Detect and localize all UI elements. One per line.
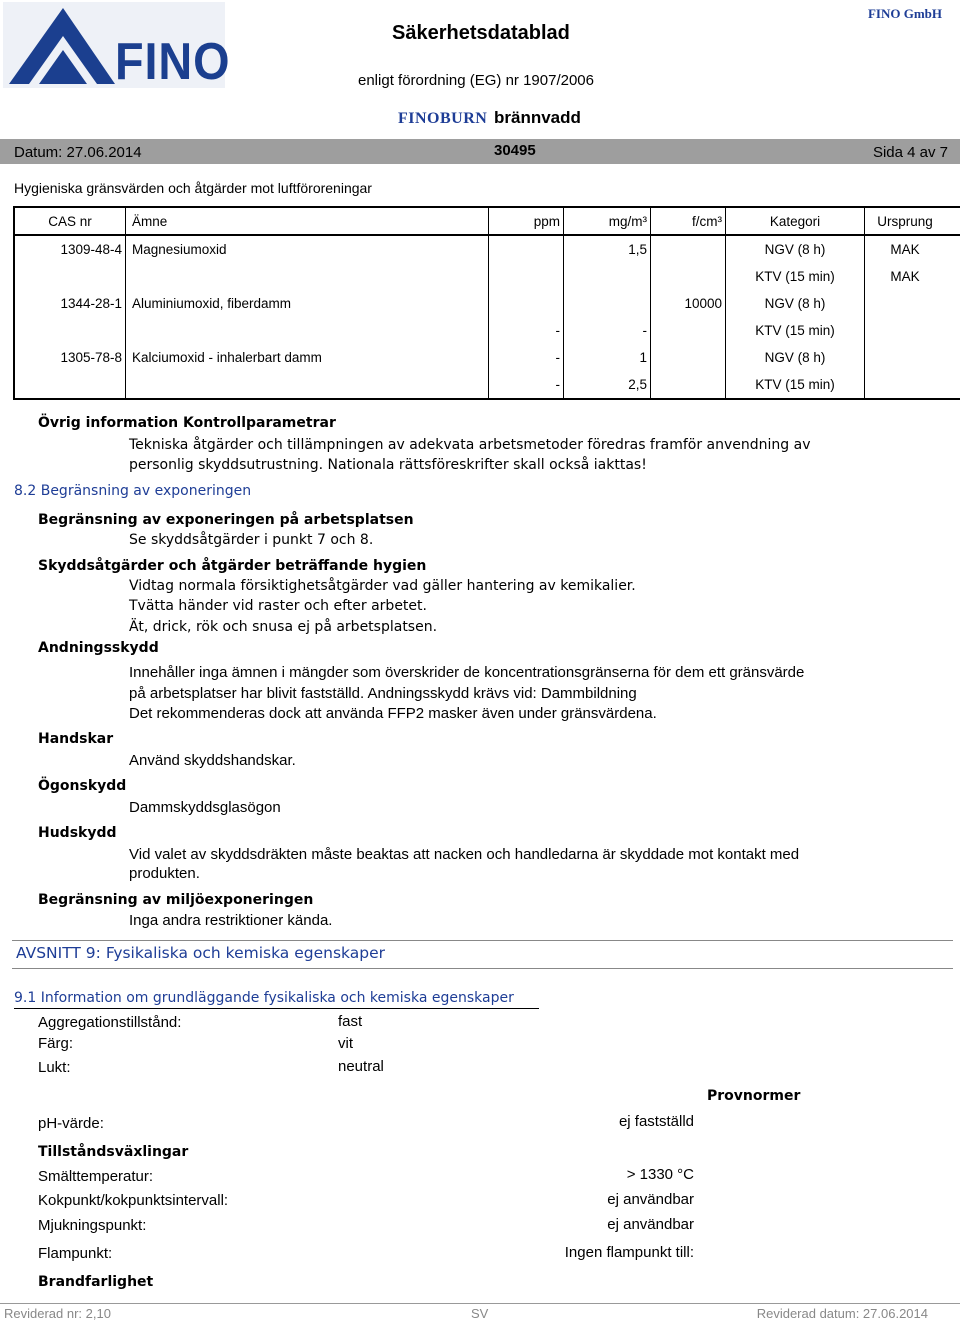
property-label: Lukt: [38, 1059, 71, 1076]
table-cell [126, 317, 489, 344]
section-title: Hygieniska gränsvärden och åtgärder mot luftföroreningar [14, 180, 372, 196]
document-title: Säkerhetsdatablad [392, 22, 570, 45]
skin-protection-heading: Hudskydd [38, 825, 117, 841]
property-value: ej användbar [607, 1216, 694, 1233]
respiratory-text: på arbetsplatser har blivit fastställd. Andningsskydd krävs vid: Dammbildning [129, 685, 637, 702]
table-cell [564, 263, 651, 290]
eye-protection-heading: Ögonskydd [38, 778, 126, 794]
footer-language: SV [471, 1306, 488, 1321]
property-label: Färg: [38, 1035, 73, 1052]
table-cell [126, 263, 489, 290]
table-row [14, 344, 960, 371]
column-header: Kategori [726, 207, 865, 235]
environment-heading: Begränsning av miljöexponeringen [38, 892, 313, 908]
table-cell: MAK [865, 263, 960, 290]
table-cell [564, 290, 651, 317]
section-9-1-heading: 9.1 Information om grundläggande fysikaliska och kemiska egenskaper [14, 990, 514, 1006]
flammability-heading: Brandfarlighet [38, 1274, 153, 1290]
workplace-heading: Begränsning av exponeringen på arbetsplatsen [38, 512, 414, 528]
property-value: Ingen flampunkt till: [565, 1244, 694, 1261]
table-cell [865, 317, 960, 344]
table-cell [865, 290, 960, 317]
table-cell [651, 317, 726, 344]
respiratory-text: Det rekommenderas dock att använda FFP2 masker även under gränsvärdena. [129, 705, 657, 722]
table-row [14, 235, 960, 263]
environment-text: Inga andra restriktioner kända. [129, 912, 332, 929]
table-cell: KTV (15 min) [726, 263, 865, 290]
section-9-title: AVSNITT 9: Fysikaliska och kemiska egenskaper [16, 944, 385, 962]
transitions-heading: Tillståndsväxlingar [38, 1144, 188, 1160]
skin-protection-text: Vid valet av skyddsdräkten måste beaktas att nacken och handledarna är skyddade mot kontakt med [129, 846, 799, 863]
table-cell: 1305-78-8 [14, 344, 126, 371]
property-label: Mjukningspunkt: [38, 1217, 146, 1234]
table-cell [865, 344, 960, 371]
page-number: Sida 4 av 7 [873, 144, 948, 161]
table-row [14, 290, 960, 317]
table-cell: 1309-48-4 [14, 235, 126, 263]
column-header: f/cm³ [651, 207, 726, 235]
table-cell [651, 235, 726, 263]
table-cell: 1344-28-1 [14, 290, 126, 317]
property-label: Kokpunkt/kokpunktsintervall: [38, 1192, 228, 1209]
table-cell [489, 235, 564, 263]
table-cell [651, 263, 726, 290]
property-value: ej användbar [607, 1191, 694, 1208]
product-brand: FINOBURN [398, 110, 487, 128]
table-cell: Aluminiumoxid, fiberdamm [126, 290, 489, 317]
column-header: Ursprung [865, 207, 960, 235]
gloves-heading: Handskar [38, 731, 113, 747]
hygiene-heading: Skyddsåtgärder och åtgärder beträffande hygien [38, 558, 426, 574]
other-info-heading: Övrig information Kontrollparametrar [38, 415, 336, 431]
property-label: pH-värde: [38, 1115, 104, 1132]
document-date: Datum: 27.06.2014 [14, 144, 142, 161]
workplace-text: Se skyddsåtgärder i punkt 7 och 8. [129, 532, 373, 548]
table-cell: KTV (15 min) [726, 317, 865, 344]
table-cell [651, 344, 726, 371]
table-row [14, 263, 960, 290]
table-row [14, 371, 960, 399]
product-number: 30495 [494, 142, 536, 159]
property-value: ej fastställd [619, 1113, 694, 1130]
table-header-row [14, 207, 960, 235]
eye-protection-text: Dammskyddsglasögon [129, 799, 281, 816]
table-cell: - [489, 371, 564, 399]
table-cell [126, 371, 489, 399]
hygiene-text: Tvätta händer vid raster och efter arbetet. [129, 598, 427, 614]
footer-revision: Reviderad nr: 2,10 [4, 1306, 111, 1321]
column-header: mg/m³ [564, 207, 651, 235]
table-cell [865, 371, 960, 399]
respiratory-heading: Andningsskydd [38, 640, 159, 656]
table-cell: NGV (8 h) [726, 344, 865, 371]
table-cell: MAK [865, 235, 960, 263]
table-cell: - [489, 344, 564, 371]
property-label: Flampunkt: [38, 1245, 112, 1262]
header-bar [0, 139, 960, 164]
table-cell [14, 371, 126, 399]
property-label: Aggregationstillstånd: [38, 1014, 181, 1031]
table-cell [14, 317, 126, 344]
table-cell: KTV (15 min) [726, 371, 865, 399]
column-header: CAS nr [14, 207, 126, 235]
table-cell: NGV (8 h) [726, 290, 865, 317]
table-cell [14, 263, 126, 290]
table-row [14, 317, 960, 344]
table-cell: NGV (8 h) [726, 235, 865, 263]
regulation-text: enligt förordning (EG) nr 1907/2006 [358, 72, 594, 89]
footer-divider [0, 1303, 960, 1304]
table-cell: 1,5 [564, 235, 651, 263]
logo-text: FINO [115, 32, 230, 92]
column-header: ppm [489, 207, 564, 235]
table-cell: 10000 [651, 290, 726, 317]
property-value: > 1330 °C [627, 1166, 694, 1183]
table-cell: Kalciumoxid - inhalerbart damm [126, 344, 489, 371]
table-cell [489, 290, 564, 317]
skin-protection-text: produkten. [129, 865, 200, 882]
table-cell: 1 [564, 344, 651, 371]
company-logo [3, 2, 225, 88]
table-cell: - [489, 317, 564, 344]
table-cell: - [564, 317, 651, 344]
hygiene-text: Vidtag normala försiktighetsåtgärder vad gäller hantering av kemikalier. [129, 578, 636, 594]
company-name: FINO GmbH [868, 6, 942, 22]
footer-revision-date: Reviderad datum: 27.06.2014 [757, 1306, 928, 1321]
property-value: vit [338, 1035, 353, 1052]
gloves-text: Använd skyddshandskar. [129, 752, 296, 769]
table-cell [651, 371, 726, 399]
column-header: Ämne [126, 207, 489, 235]
property-value: fast [338, 1013, 362, 1030]
section-8-2-heading: 8.2 Begränsning av exponeringen [14, 483, 251, 499]
exposure-limits-table [13, 206, 960, 400]
table-cell: Magnesiumoxid [126, 235, 489, 263]
table-cell: 2,5 [564, 371, 651, 399]
property-label: Smälttemperatur: [38, 1168, 153, 1185]
other-info-text: personlig skyddsutrustning. Nationala rättsföreskrifter skall också iakttas! [129, 457, 647, 473]
table-cell [489, 263, 564, 290]
respiratory-text: Innehåller inga ämnen i mängder som överskrider de koncentrationsgränserna för dem ett gränsvärde [129, 664, 804, 681]
hygiene-text: Ät, drick, rök och snusa ej på arbetsplatsen. [129, 619, 437, 635]
other-info-text: Tekniska åtgärder och tillämpningen av adekvata arbetsmetoder föredras framför anvendning av [129, 437, 810, 453]
test-standards-heading: Provnormer [707, 1088, 800, 1104]
property-value: neutral [338, 1058, 384, 1075]
product-name: brännvadd [494, 108, 581, 128]
heading-underline [14, 1008, 539, 1009]
